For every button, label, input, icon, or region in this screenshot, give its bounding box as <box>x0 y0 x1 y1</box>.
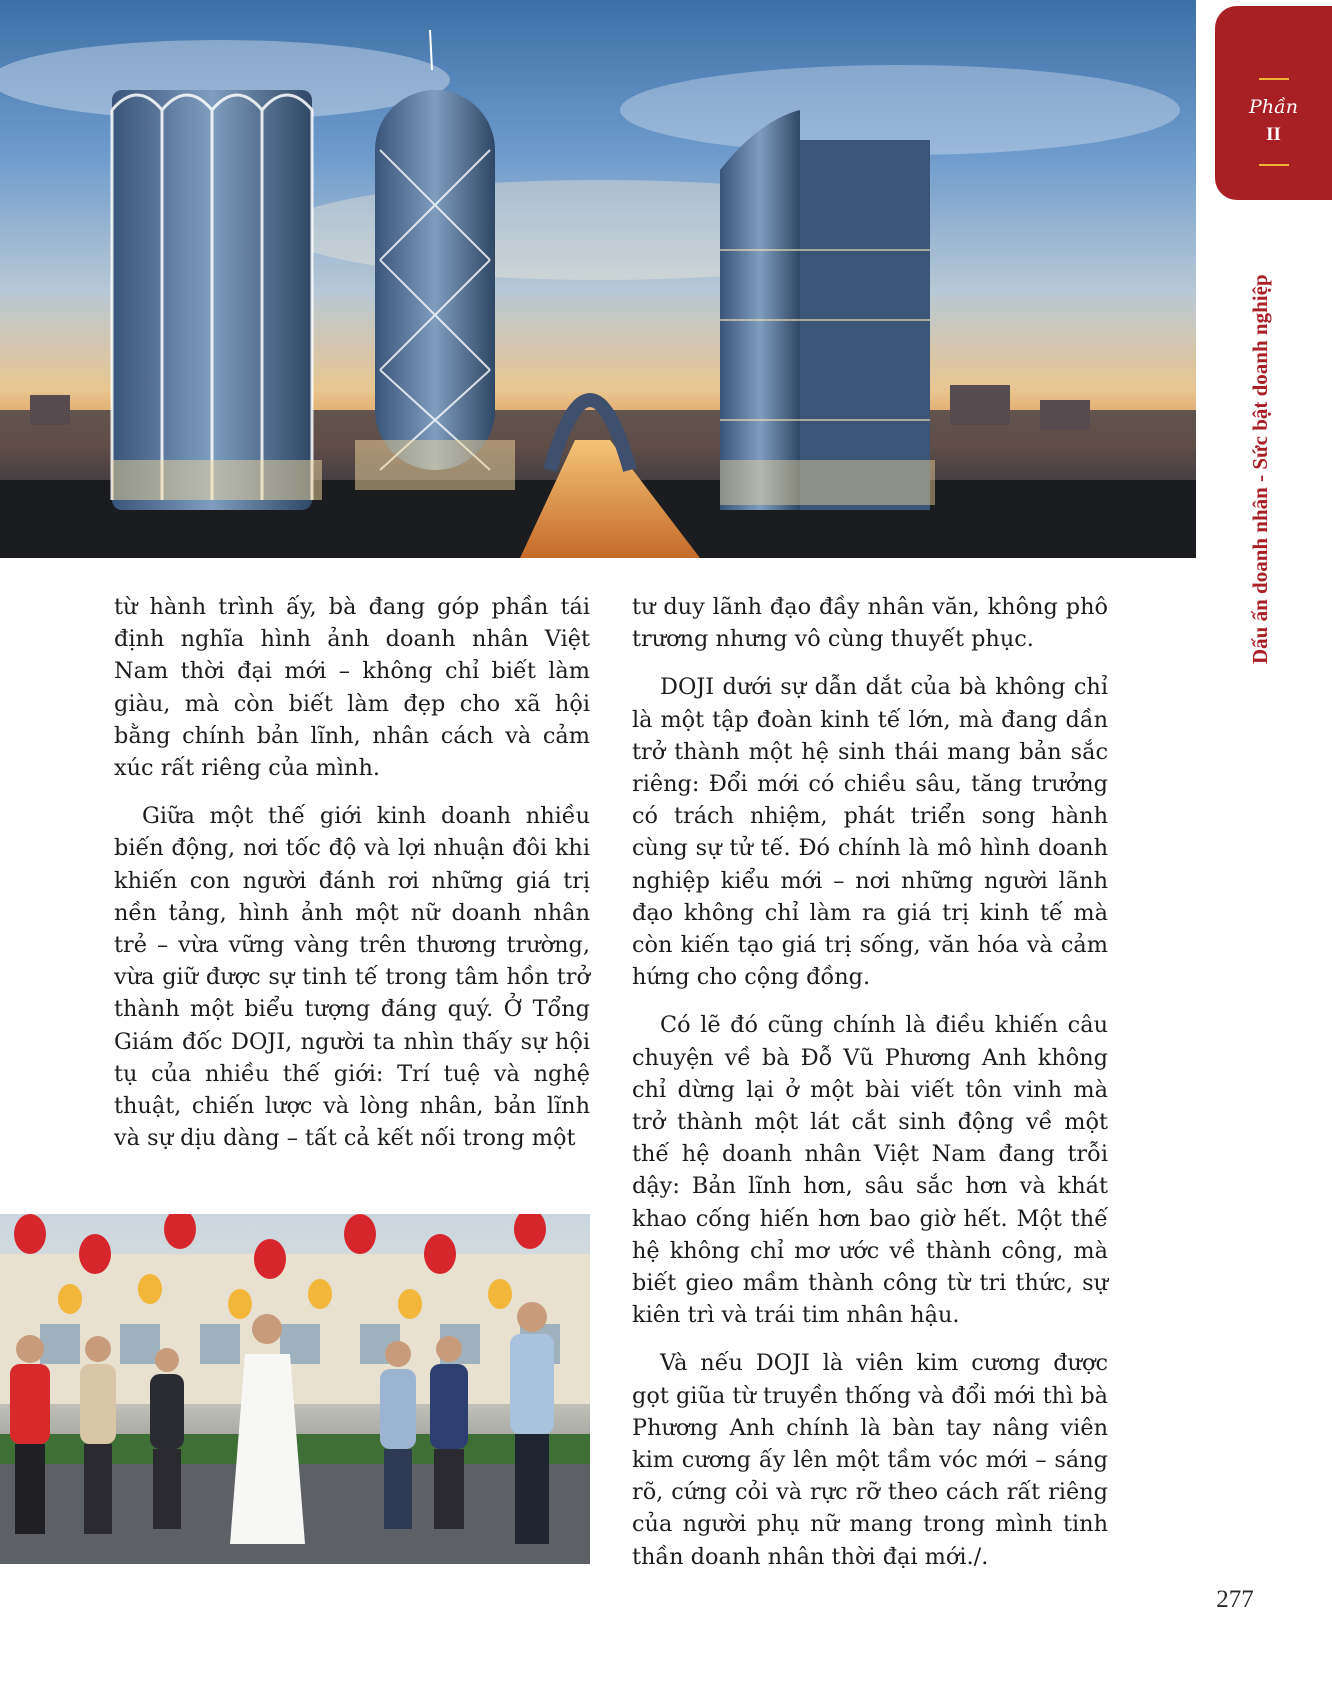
paragraph: Có lẽ đó cũng chính là điều khiến câu chuyện về bà Đỗ Vũ Phương Anh không chỉ dừng lại ở một bài viết tôn vinh mà trở thành một lát cắt sinh động về một thế hệ doanh nhân Việt Nam đang trỗi dậy: Bản lĩnh hơn, sâu sắc hơn và khát khao cống hiến hơn bao giờ hết. Một thế hệ không chỉ mơ ước về thành công, mà biết gieo mầm thành công từ tri thức, sự kiên trì và trái tim nhân hậu. <box>632 1012 1108 1329</box>
hero-illustration <box>0 0 1196 558</box>
part-number: II <box>1266 124 1281 145</box>
event-photo <box>0 1214 590 1564</box>
section-title-vertical: Dấu ấn doanh nhân - Sức bật doanh nghiệp <box>1248 274 1272 664</box>
event-illustration <box>0 1214 590 1564</box>
part-tab <box>1215 6 1332 200</box>
article-column-right <box>632 591 1108 1573</box>
paragraph: Và nếu DOJI là viên kim cương được gọt giũa từ truyền thống và đổi mới thì bà Phương Anh chính là bàn tay nâng viên kim cương ấy lên một tầm vóc mới – sáng rõ, cứng cỏi và rực rỡ theo cách rất riêng của người phụ nữ mang trong mình tinh thần doanh nhân thời đại mới./. <box>632 1350 1108 1570</box>
paragraph: DOJI dưới sự dẫn dắt của bà không chỉ là một tập đoàn kinh tế lớn, mà đang dần trở thành một hệ sinh thái mang bản sắc riêng: Đổi mới có chiều sâu, tăng trưởng có trách nhiệm, phát triển song hành cùng sự tử tế. Đó chính là mô hình doanh nghiệp kiểu mới – nơi những người lãnh đạo không chỉ làm ra giá trị kinh tế mà còn kiến tạo giá trị sống, văn hóa và cảm hứng cho cộng đồng. <box>632 674 1108 991</box>
page-number: 277 <box>1216 1586 1254 1613</box>
tab-rule-bottom <box>1259 164 1289 166</box>
paragraph: từ hành trình ấy, bà đang góp phần tái định nghĩa hình ảnh doanh nhân Việt Nam thời đại mới – không chỉ biết làm giàu, mà còn biết làm đẹp cho xã hội bằng chính bản lĩnh, nhân cách và cảm xúc rất riêng của mình. <box>114 594 590 782</box>
article-column-left <box>114 591 590 1154</box>
paragraph: tư duy lãnh đạo đầy nhân văn, không phô trương nhưng vô cùng thuyết phục. <box>632 594 1108 653</box>
tab-rule-top <box>1259 78 1289 80</box>
part-label: Phần <box>1249 96 1298 118</box>
hero-photo <box>0 0 1196 558</box>
paragraph: Giữa một thế giới kinh doanh nhiều biến động, nơi tốc độ và lợi nhuận đôi khi khiến con người đánh rơi những giá trị nền tảng, hình ảnh một nữ doanh nhân trẻ – vừa vững vàng trên thương trường, vừa giữ được sự tinh tế trong tâm hồn trở thành một biểu tượng đáng quý. Ở Tổng Giám đốc DOJI, người ta nhìn thấy sự hội tụ của nhiều thế giới: Trí tuệ và nghệ thuật, chiến lược và lòng nhân, bản lĩnh và sự dịu dàng – tất cả kết nối trong một <box>114 803 590 1152</box>
